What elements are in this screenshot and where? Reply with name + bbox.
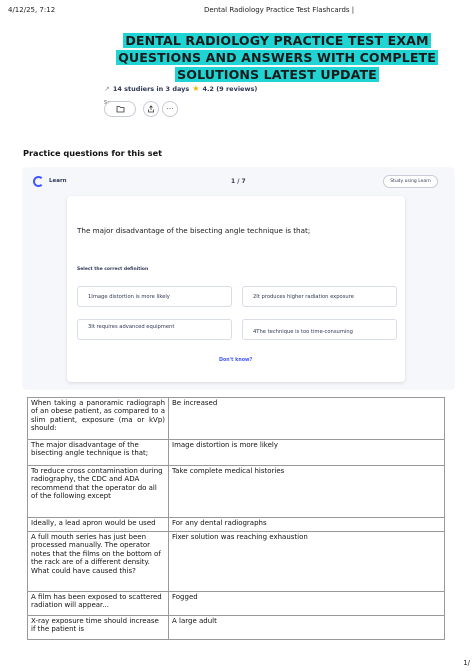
rating: 4.2 (9 reviews) [202,84,258,93]
table-row [28,616,445,640]
table-row [28,532,445,592]
flashcard-table [27,397,445,640]
learn-widget [23,168,454,389]
learn-label: Learn [49,178,67,184]
save-button[interactable] [104,101,136,117]
definition-cell: Take complete medical histories [169,466,445,518]
term-cell: A full mouth series has just been processed manually. The operator notes that the films on the bottom of the rack are of a different density. What could have caused this? [28,532,169,592]
term-cell: When taking a panoramic radiograph of an obese patient, as compared to a slim patient, exposure (ma or kVp) should: [28,398,169,440]
more-options-button[interactable] [162,101,178,117]
term-cell: To reduce cross contamination during radiography, the CDC and ADA recommend that the operator do all of the following except [28,466,169,518]
term-cell: A film has been exposed to scattered radiation will appear... [28,592,169,616]
table-row [28,518,445,532]
print-doc-title: Dental Radiology Practice Test Flashcards | [204,6,355,14]
answer-option-2[interactable]: 2It produces higher radiation exposure [242,286,397,307]
share-button[interactable] [143,101,159,117]
folder-icon [116,105,125,113]
answer-option-4[interactable]: 4The technique is too time-consuming [242,319,397,340]
answer-option-3[interactable]: 3It requires advanced equipment [77,319,232,340]
print-header [8,6,466,18]
question-text: The major disadvantage of the bisecting angle technique is that; [77,226,311,235]
answer-option-1[interactable]: 1Image distortion is more likely [77,286,232,307]
star-icon: ★ [192,84,200,93]
learn-progress: 1 / 7 [231,178,246,185]
page-title [90,32,464,83]
learn-toolbar [23,168,454,194]
definition-cell: Fogged [169,592,445,616]
select-prompt: Select the correct definition [77,267,149,272]
definition-cell: Be increased [169,398,445,440]
dont-know-link[interactable]: Don't know? [219,358,253,363]
title-line-1: DENTAL RADIOLOGY PRACTICE TEST EXAM [125,33,429,48]
section-title: Practice questions for this set [23,148,163,158]
question-card [67,196,405,382]
definition-cell: For any dental radiographs [169,518,445,532]
definition-cell: Image distortion is more likely [169,440,445,466]
table-row [28,440,445,466]
studiers-count: 14 studiers in 3 days [112,84,190,93]
more-icon: ··· [166,105,174,113]
page-number: 1/ [463,659,470,667]
term-cell: Ideally, a lead apron would be used [28,518,169,532]
print-date: 4/12/25, 7:12 [8,6,56,14]
definition-cell: A large adult [169,616,445,640]
term-cell: The major disadvantage of the bisecting angle technique is that; [28,440,169,466]
definition-cell: Fixer solution was reaching exhaustion [169,532,445,592]
table-row [28,592,445,616]
set-meta [104,84,257,93]
term-cell: X-ray exposure time should increase if the patient is [28,616,169,640]
study-using-learn-button[interactable]: Study using Learn [383,175,438,188]
table-row [28,398,445,440]
table-row [28,466,445,518]
trending-icon: ↗ [104,84,110,93]
title-line-2: QUESTIONS AND ANSWERS WITH COMPLETE [118,50,436,65]
title-line-3: SOLUTIONS LATEST UPDATE [177,67,377,82]
share-icon [147,105,155,113]
learn-icon [33,176,44,187]
